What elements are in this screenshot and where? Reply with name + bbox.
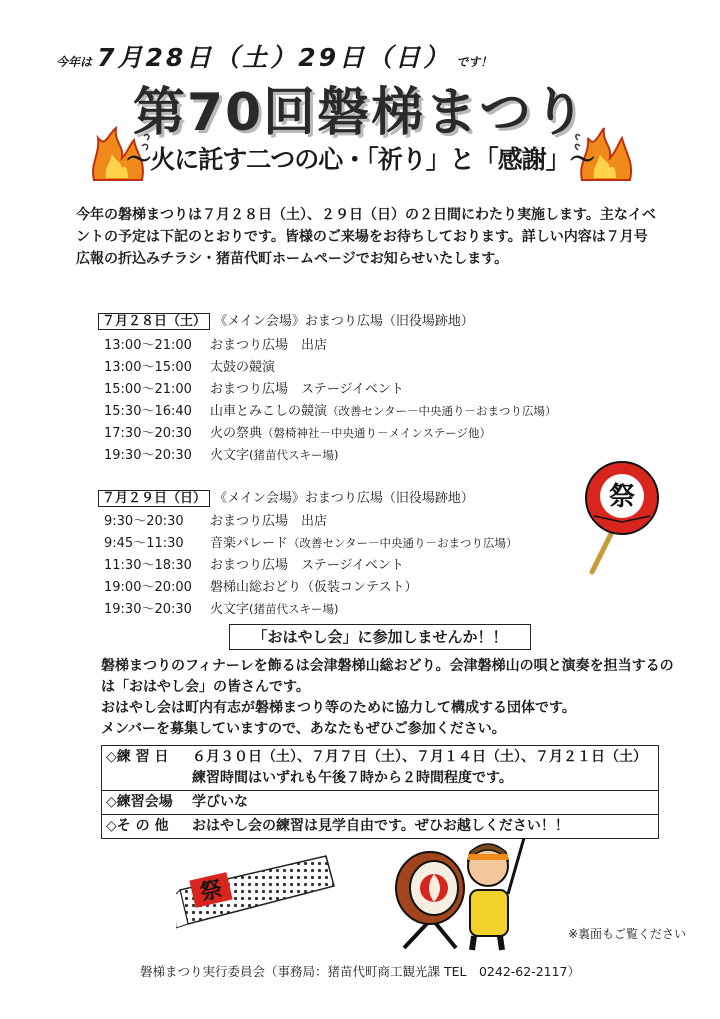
schedule-event: 火文字 (210, 602, 250, 617)
schedule-time: 13:00～15:00 (104, 360, 192, 375)
schedule-event: 火の祭典 (210, 426, 263, 441)
schedule-time: 13:00～21:00 (104, 338, 192, 353)
schedule-time: 19:00～20:00 (104, 580, 192, 595)
practice-info-table (101, 745, 659, 839)
schedule-row (104, 532, 518, 551)
drummer-icon (392, 832, 534, 952)
festival-fan-icon (572, 458, 672, 576)
schedule-row (104, 598, 339, 617)
schedule-event: 音楽パレード (210, 536, 289, 551)
schedule-route: (猪苗代スキー場) (249, 602, 339, 616)
schedule-event: おまつり広場 出店 (210, 514, 328, 529)
subtitle: ～火に託す二つの心・「祈り」と「感謝」～ (126, 145, 594, 174)
practice-label: ◇練 習 日 (106, 749, 169, 765)
festival-banner-icon (176, 846, 338, 932)
schedule-route: （改善センター－中央通り－おまつり広場） (288, 536, 518, 550)
schedule-event: おまつり広場 出店 (210, 338, 328, 353)
practice-label: ◇練習会場 (106, 794, 173, 810)
schedule-route: （磐椅神社－中央通り－メインステージ他） (262, 426, 491, 440)
practice-label: ◇そ の 他 (106, 818, 169, 834)
dates-main: 7月28日（土）29日（日） (97, 43, 452, 72)
schedule-row (104, 510, 327, 529)
invite-heading: 「おはやし会」に参加しませんか！！ (229, 624, 531, 650)
schedule-event: 磐梯山総おどり（仮装コンテスト） (210, 580, 418, 595)
schedule-time: 15:00～21:00 (104, 382, 192, 397)
schedule-row (104, 444, 339, 463)
paragraph: 磐梯まつりのフィナーレを飾るは会津磐梯山総おどり。会津磐梯山の唄と演奏を担当するのは「おはやし会」の皆さんです。 (101, 658, 674, 695)
schedule-row (104, 378, 404, 397)
schedule-time: 9:45～11:30 (104, 536, 184, 551)
schedule-row (104, 554, 404, 573)
banner-character: 祭 (197, 876, 225, 907)
practice-value: 練習時間はいずれも午後７時から２時間程度です。 (192, 770, 513, 786)
practice-row-other (102, 814, 658, 838)
day1-venue: 《メイン会場》おまつり広場（旧役場跡地） (214, 314, 474, 329)
schedule-row (104, 334, 327, 353)
schedule-event: 山車とみこしの競演 (210, 404, 328, 419)
practice-value: ６月３０日（土）、７月７日（土）、７月１４日（土）、７月２１日（土） (192, 749, 647, 765)
schedule-route: (猪苗代スキー場) (249, 448, 339, 462)
day2-date: ７月２９日（日） (98, 490, 210, 507)
paragraph: おはやし会は町内有志が磐梯まつり等のために協力して構成する団体です。 (101, 700, 576, 716)
schedule-event: 火文字 (210, 448, 250, 463)
schedule-time: 11:30～18:30 (104, 558, 192, 573)
schedule-event: 太鼓の競演 (210, 360, 276, 375)
dates-prefix: 今年は (56, 55, 93, 69)
practice-row-dates (102, 746, 658, 790)
schedule-time: 19:30～20:30 (104, 602, 192, 617)
paragraph: メンバーを募集していますので、あなたもぜひご参加ください。 (101, 721, 506, 737)
schedule-row (104, 576, 417, 595)
practice-value: おはやし会の練習は見学自由です。ぜひお越しください！！ (192, 818, 569, 834)
festival-dates (56, 38, 492, 74)
schedule-row (104, 422, 491, 441)
schedule-route: （改善センター－中央通り－おまつり広場） (327, 404, 557, 418)
schedule-row (104, 356, 275, 375)
schedule-time: 19:30～20:30 (104, 448, 192, 463)
day1-heading (98, 310, 474, 329)
schedule-time: 15:30～16:40 (104, 404, 192, 419)
fan-character: 祭 (608, 482, 636, 512)
dates-suffix: です！ (456, 55, 493, 69)
page-title: 第70回磐梯まつり (132, 83, 588, 143)
ohayashi-description (101, 656, 681, 740)
schedule-time: 9:30～20:30 (104, 514, 184, 529)
schedule-event: おまつり広場 ステージイベント (210, 558, 404, 573)
schedule-row (104, 400, 557, 419)
day2-venue: 《メイン会場》おまつり広場（旧役場跡地） (214, 491, 474, 506)
schedule-time: 17:30～20:30 (104, 426, 192, 441)
practice-row-venue (102, 790, 658, 814)
intro-text: 今年の磐梯まつりは７月２８日（土）、２９日（日）の２日間にわたり実施します。主なイベントの予定は下記のとおりです。皆様のご来場をお待ちしております。詳しい内容は７月号広報の折込みチラシ・猪苗代町ホームページでお知らせいたします。 (76, 207, 656, 267)
footer-contact: 磐梯まつり実行委員会（事務局：猪苗代町商工観光課 TEL 0242-62-2117） (139, 964, 581, 979)
day2-heading (98, 487, 474, 506)
day1-date: ７月２８日（土） (98, 313, 210, 330)
see-back-note: ※裏面もご覧ください (567, 927, 686, 941)
schedule-event: おまつり広場 ステージイベント (210, 382, 404, 397)
practice-value: 学びいな (192, 794, 248, 810)
